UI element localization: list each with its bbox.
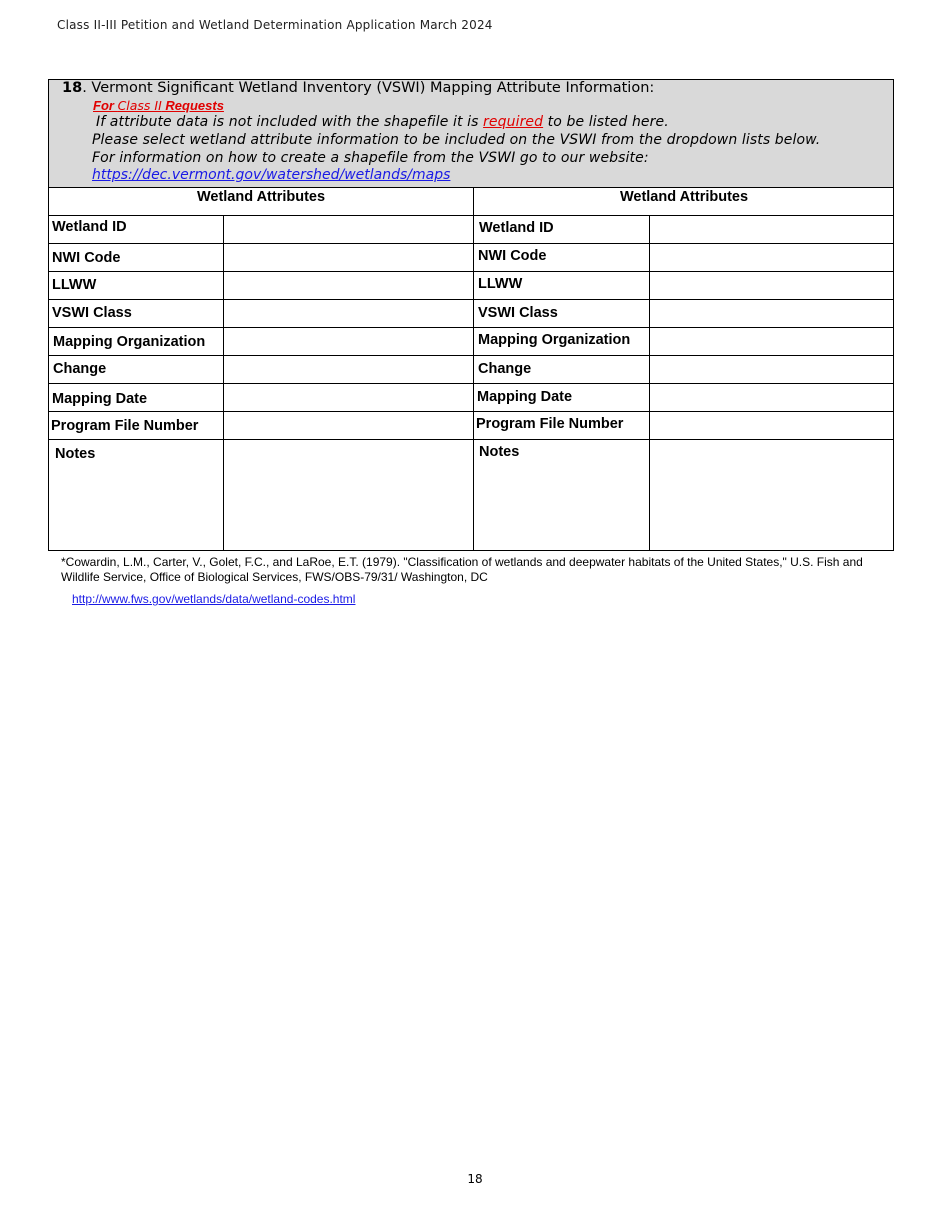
fws-wetland-codes-link[interactable]: http://www.fws.gov/wetlands/data/wetland-codes.html: [72, 592, 356, 606]
instruction-1-pre: If attribute data is not included with the shapefile it is: [96, 114, 484, 130]
right-label-mapping-organization: Mapping Organization: [478, 332, 631, 348]
right-value-llww[interactable]: [650, 272, 893, 299]
left-label-vswi-class: VSWI Class: [52, 305, 132, 321]
left-value-program-file-number[interactable]: [224, 412, 473, 439]
left-label-wetland-id: Wetland ID: [52, 219, 127, 235]
right-label-notes: Notes: [479, 444, 520, 460]
instruction-1-post: to be listed here.: [543, 114, 669, 130]
left-value-mapping-organization[interactable]: [224, 328, 473, 355]
left-label-program-file-number: Program File Number: [51, 418, 199, 434]
page-header-title: Class II-III Petition and Wetland Determination Application March 2024: [57, 18, 493, 32]
page-number: 18: [467, 1172, 483, 1186]
left-label-notes: Notes: [55, 446, 96, 462]
right-label-vswi-class: VSWI Class: [478, 305, 558, 321]
cowardin-footnote: *Cowardin, L.M., Carter, V., Golet, F.C., and LaRoe, E.T. (1979). "Classification of wetlands and deepwater habitats of the United States," U.S. Fish and Wildlife Service, Office of Biological Services, FWS/OBS-79/31/ Washington, DC: [61, 555, 863, 584]
left-column-header: Wetland Attributes: [196, 189, 326, 205]
section-number: 18: [62, 80, 83, 96]
instruction-shapefile-info: For information on how to create a shapefile from the VSWI go to our website:: [92, 150, 649, 166]
right-value-wetland-id[interactable]: [650, 216, 893, 243]
for-class-suffix: Requests: [161, 98, 224, 113]
left-label-mapping-organization: Mapping Organization: [53, 334, 206, 350]
left-label-llww: LLWW: [52, 277, 97, 293]
right-value-mapping-organization[interactable]: [650, 328, 893, 355]
left-label-nwi-code: NWI Code: [52, 250, 121, 266]
left-value-mapping-date[interactable]: [224, 384, 473, 411]
left-label-change: Change: [53, 361, 107, 377]
right-value-vswi-class[interactable]: [650, 300, 893, 327]
left-value-notes[interactable]: [224, 440, 473, 550]
section-header: [49, 80, 893, 188]
vswi-maps-link[interactable]: https://dec.vermont.gov/watershed/wetlands/maps: [92, 167, 451, 183]
right-column-header: Wetland Attributes: [619, 189, 749, 205]
right-label-change: Change: [478, 361, 532, 377]
right-value-program-file-number[interactable]: [650, 412, 893, 439]
left-value-nwi-code[interactable]: [224, 244, 473, 271]
for-class-requests-note: [93, 98, 224, 113]
right-label-mapping-date: Mapping Date: [477, 389, 573, 405]
instruction-select-attributes: Please select wetland attribute information to be included on the VSWI from the dropdown lists below.: [92, 132, 821, 148]
right-label-nwi-code: NWI Code: [478, 248, 547, 264]
left-value-change[interactable]: [224, 356, 473, 383]
for-class-prefix: For: [93, 98, 118, 113]
for-class-mid: Class II: [117, 98, 162, 113]
right-value-nwi-code[interactable]: [650, 244, 893, 271]
section-title-text: . Vermont Significant Wetland Inventory (VSWI) Mapping Attribute Information:: [82, 80, 655, 96]
right-label-wetland-id: Wetland ID: [479, 220, 554, 236]
right-label-program-file-number: Program File Number: [476, 416, 624, 432]
right-value-notes[interactable]: [650, 440, 893, 550]
left-value-vswi-class[interactable]: [224, 300, 473, 327]
left-value-wetland-id[interactable]: [224, 216, 473, 243]
vswi-form-section: [48, 79, 894, 551]
required-word: required: [483, 114, 544, 130]
left-label-mapping-date: Mapping Date: [52, 391, 148, 407]
left-value-llww[interactable]: [224, 272, 473, 299]
instruction-required: [96, 114, 669, 130]
right-value-mapping-date[interactable]: [650, 384, 893, 411]
right-value-change[interactable]: [650, 356, 893, 383]
right-label-llww: LLWW: [478, 276, 523, 292]
section-title: [62, 80, 654, 96]
